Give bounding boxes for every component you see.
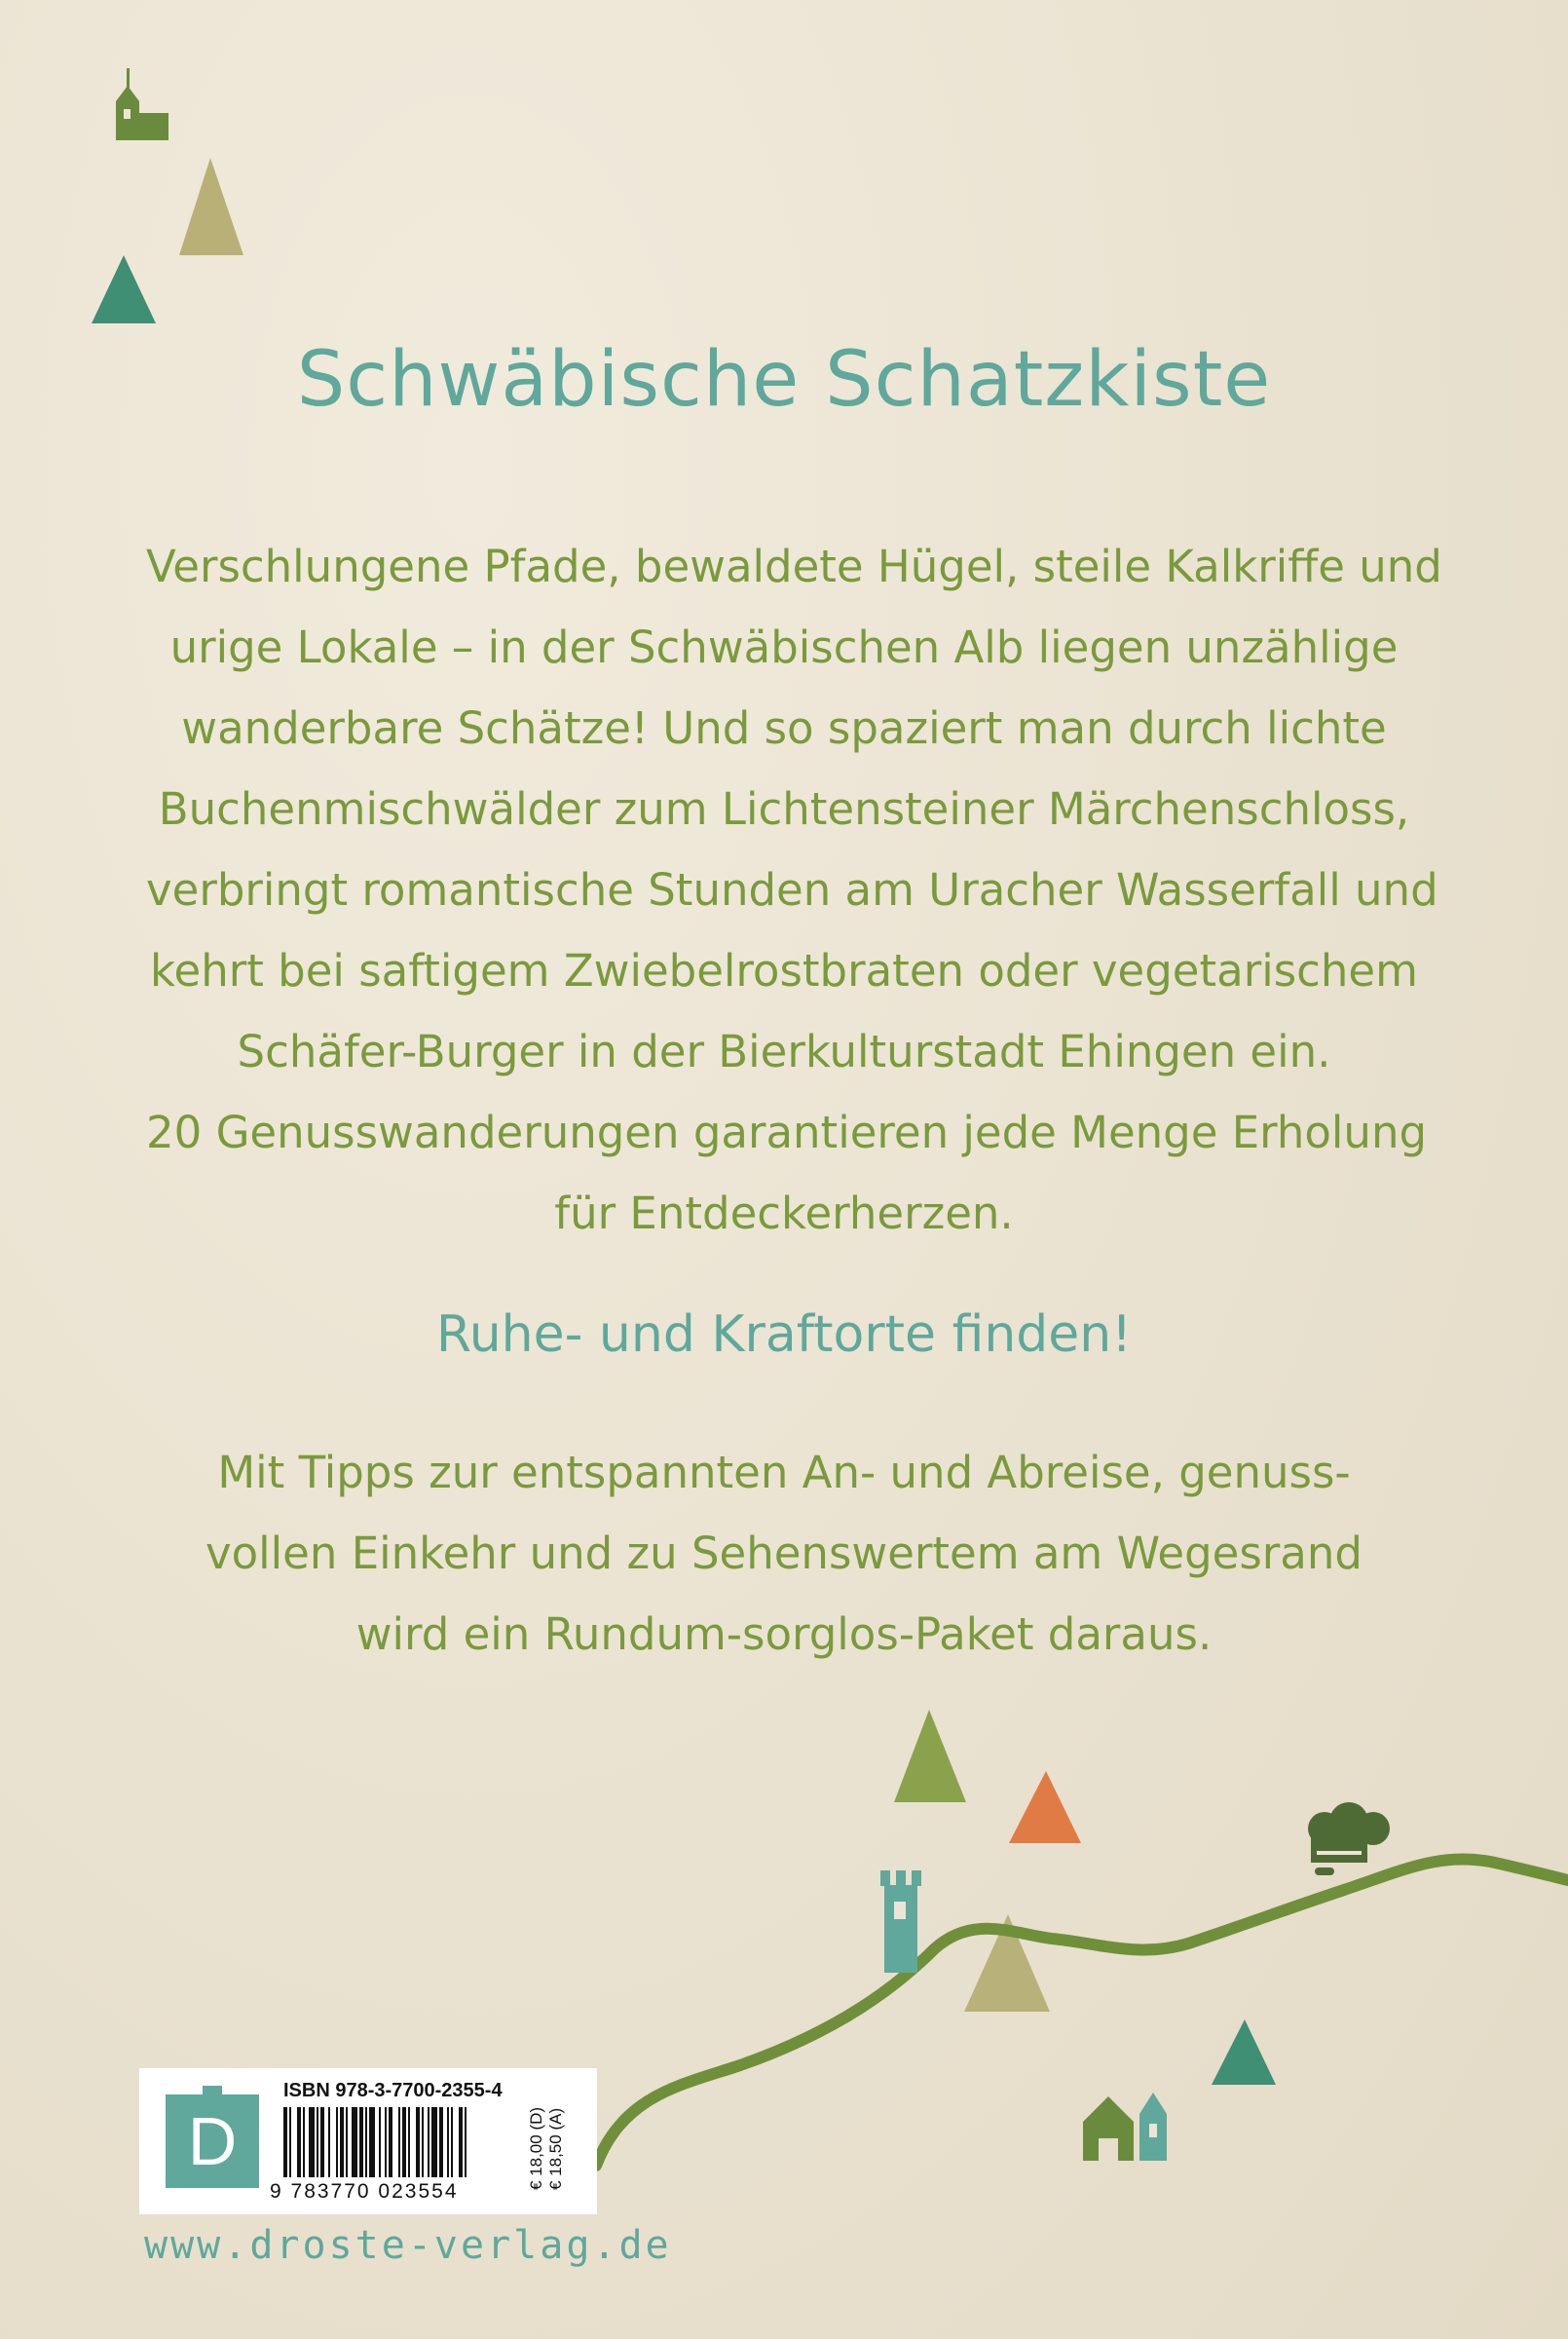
church-icon [116, 68, 168, 140]
trail-path [596, 1859, 1568, 2166]
tree-icon [894, 1710, 966, 1802]
text-line: verbringt romantische Stunden am Uracher Wasserfall und [146, 864, 1438, 916]
text-line: Verschlungene Pfade, bewaldete Hügel, steile Kalkriffe und [146, 541, 1442, 592]
page-title: Schwäbische Schatzkiste [296, 336, 1272, 424]
text-line: für Entdeckerherzen. [554, 1188, 1014, 1239]
publisher-logo: D [166, 2094, 259, 2188]
text-line: vollen Einkehr und zu Sehenswertem am Wegesrand [205, 1528, 1363, 1579]
ean-digits: 9 783770 023554 [270, 2180, 459, 2203]
text-line: Buchenmischwälder zum Lichtensteiner Märchenschloss, [158, 783, 1410, 835]
barcode-bars [283, 2107, 517, 2180]
tree-icon [1212, 2019, 1276, 2085]
text-line: wanderbare Schätze! Und so spaziert man durch lichte [181, 702, 1387, 754]
tower-icon [880, 1870, 921, 1973]
text-line: urige Lokale – in der Schwäbischen Alb liegen unzählige [169, 622, 1399, 673]
barcode-panel [139, 2068, 597, 2214]
houses-icon [1083, 2093, 1167, 2161]
tips-paragraph [146, 1432, 1422, 1675]
text-line: 20 Genusswanderungen garantieren jede Menge Erholung [146, 1107, 1428, 1158]
isbn-text: ISBN 978-3-7700-2355-4 [283, 2080, 503, 2101]
subheading: Ruhe- und Kraftorte finden! [435, 1305, 1133, 1364]
price-block [527, 2107, 566, 2190]
website-link[interactable]: www.droste-verlag.de [144, 2223, 672, 2268]
tree-icon [92, 255, 156, 323]
chef-hat-icon [1308, 1802, 1390, 1875]
text-line: Schäfer-Burger in der Bierkulturstadt Ehingen ein. [237, 1026, 1331, 1077]
tree-icon [1009, 1771, 1081, 1843]
description-paragraph [146, 526, 1442, 1254]
text-line: wird ein Rundum-sorglos-Paket daraus. [355, 1608, 1213, 1660]
text-line: Mit Tipps zur entspannten An- und Abreise, genuss- [217, 1447, 1351, 1498]
text-line: kehrt bei saftigem Zwiebelrostbraten oder vegetarischem [150, 945, 1418, 997]
price-at: € 18,50 (A) [546, 2107, 565, 2190]
tree-icon [179, 158, 243, 255]
price-de: € 18,00 (D) [527, 2106, 545, 2190]
